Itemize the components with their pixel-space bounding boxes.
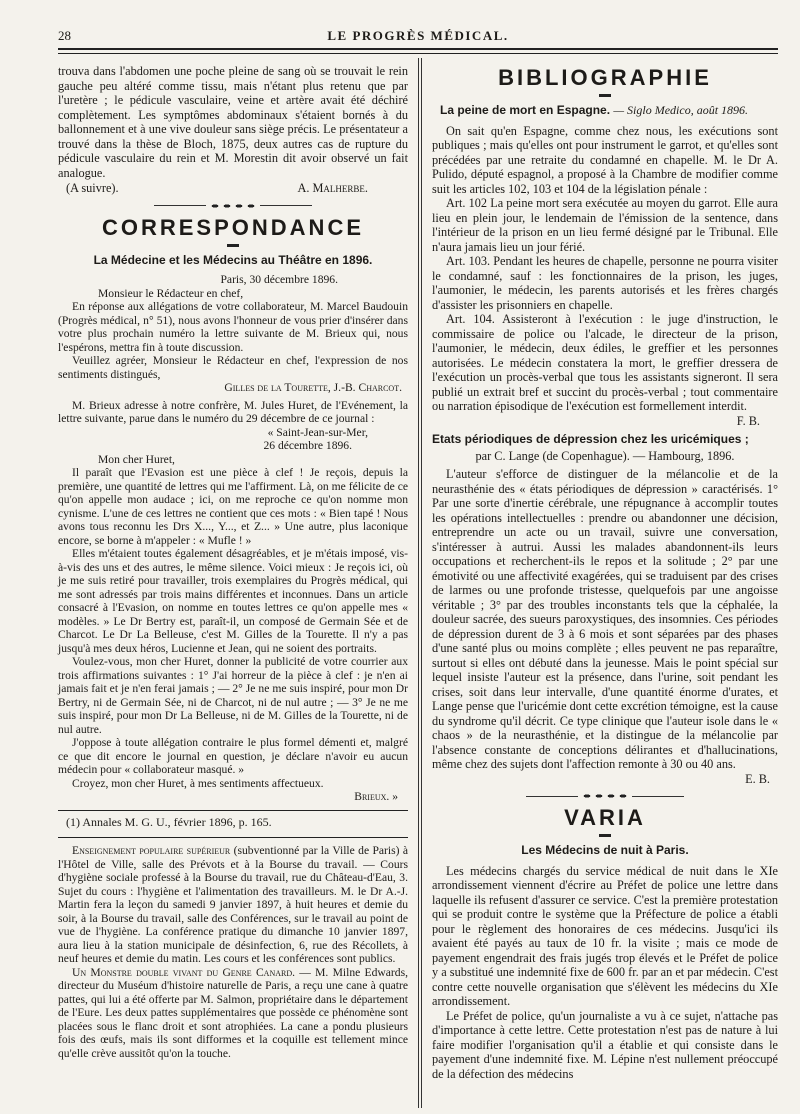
letter-block	[58, 273, 408, 804]
left-column	[58, 64, 408, 1060]
footnote-rule-bottom	[58, 837, 408, 838]
letter-dear: Mon cher Huret,	[98, 452, 175, 466]
column-divider-double	[421, 58, 422, 1108]
review-heading	[432, 103, 778, 118]
letter-paragraph: M. Brieux adresse à notre confrère, M. Jules Huret, de l'Evénement, la lettre suivante, parue dans le numéro du 29 décembre de ce journal :	[58, 398, 408, 425]
review-paragraph: Art. 104. Assisteront à l'exécution : le juge d'instruction, le commissaire de police ou l'alcade, le directeur de la prison, l'aumonier, le médecin, deux édiles, le greffier et les personnes autorisées. Le médecin constatera la mort, le greffier dressera de l'exécution un procès-verbal que tous les assistants signeront. Il sera publié un extrait bref et succint du procès-verbal ; tout commentaire ou narration épisodique de l'exécution est formellement interdit.	[432, 312, 778, 413]
varia-heading: Les Médecins de nuit à Paris.	[521, 843, 689, 857]
review-paragraph: On sait qu'en Espagne, comme chez nous, les exécutions sont publiques ; mais qu'elles ont pour instrument le garrot, et qu'elles sont précédées par une retraite du condamné en chapelle. M. le Dr A. Pulido, député espagnol, a proposé à la Chambre de modifier comme suit les articles 102, 103 et 104 de la législation pénale :	[432, 123, 778, 196]
letter-paragraph: Veuillez agréer, Monsieur le Rédacteur en chef, l'expression de nos sentiments distingués,	[58, 354, 408, 381]
letter-signature-brieux: Brieux. »	[354, 790, 398, 803]
varia-paragraph: Le Préfet de police, qu'un journaliste a vu à ce sujet, n'attache pas d'importance à cette lettre. Cette protestation n'est pas de nature à lui faire modifier l'organisation qu'il a établie et qui consiste dans le payement d'une indemnité fixe. M. Lépine n'est nullement préoccupé de la défection des médecins	[432, 1008, 778, 1081]
right-column	[432, 64, 778, 1081]
header-rule-thin	[58, 53, 778, 54]
news-item-text: (subventionné par la Ville de Paris) à l'Hôtel de Ville, salle des Prévots et à la Bourse du travail. — Cours d'hygiène sociale professé à la Bourse du travail, rue du Château-d'Eau, 3. Sujet du cours : l'hygiène et l'alimentation des travailleurs. M. le Dr A.-J. Martin fera la leçon du samedi 9 janvier 1897, à huit heures et demie du soir, à la Bourse du travail, salle des Conférences, sur le travail au point de vue de l'hygiène. La conférence pratique du dimanche 10 janvier 1897, aura lieu à la station municipale de désinfection, 6, rue des Récollets, à neuf heures et demie du matin. Les cours et les conférences sont publics.	[58, 844, 408, 965]
letter-paragraph: Voulez-vous, mon cher Huret, donner la publicité de votre courrier aux trois affirmations suivantes : 1° J'ai horreur de la pièce à clef : je n'en ai jamais fait et je n'en ferai jamais ; — 2° Je ne me suis inspiré, pour mon Dr Bertry, ni de Germain Sée, ni de Charcot, ni de nul autre ; — 3° Je ne me suis inspiré, pour mon Dr La Belleuse, ni de M. Gilles de la Tourette, ni de nul autre.	[58, 655, 408, 736]
varia-title: VARIA	[564, 805, 646, 830]
letter-place-date: 26 décembre 1896.	[263, 439, 352, 452]
to-be-continued: (A suivre).	[66, 181, 119, 195]
news-block	[58, 844, 408, 1060]
signature-line	[58, 181, 408, 196]
journal-title: LE PROGRÈS MÉDICAL.	[327, 28, 509, 43]
footnote: (1) Annales M. G. U., février 1896, p. 165.	[66, 814, 272, 829]
letter-paragraph: J'oppose à toute allégation contraire le plus formel démenti et, malgré ce que dit encore le journal en question, je déclare n'avoir eu aucun médecin pour « collaborateur masqué. »	[58, 736, 408, 776]
title-dash	[599, 94, 611, 97]
salutation: Monsieur le Rédacteur en chef,	[98, 286, 244, 300]
header-rule	[58, 48, 778, 50]
review-title: Etats périodiques de dépression chez les uricémiques ;	[432, 432, 749, 446]
letter-paragraph: Elles m'étaient toutes également désagréables, et je m'étais imposé, vis-à-vis des uns et des autres, le même silence. Voici mieux : Je reçois ici, où je me suis retiré pour travailler, trois exemplaires du Progrès médical, qui me sont adressés par trois mains différentes et inconnues. Dans un article consacré à l'Evasion, on nomme en toutes lettres ce qu'on appelle mes « modèles. » Le Dr Bertry est, paraît-il, un composé de Germain Sée et de Charcot. Le Dr La Belleuse, c'est M. Gilles de la Tourette. Il n'y a pas jusqu'à mes deux héros, Lucienne et Jean, qui ne soient des portraits.	[58, 547, 408, 655]
author-signature: A. Malherbe.	[297, 181, 368, 195]
correspondance-title: CORRESPONDANCE	[101, 214, 365, 240]
news-item-lead: Un Monstre double vivant du Genre Canard.	[72, 965, 296, 979]
letter-paragraph: En réponse aux allégations de votre collaborateur, M. Marcel Baudouin (Progrès médical, n° 51), nous avons l'honneur de vous prier d'insérer dans votre plus prochain numéro la lettre suivante de M. Brieux qui, nous l'espérons, mettra fin à toute discussion.	[58, 300, 408, 354]
letter-paragraph: Il paraît que l'Evasion est une pièce à clef ! Je reçois, depuis la première, une quantité de lettres qui me l'affirment. Là, on me félicite de ce qu'on appelle mon audace ; ici, on me reproche ce qu'on nomme mon cynisme. L'une de ces lettres ne contient que ces mots : « Bien tapé ! Nous avons tous reconnu les Drs X..., Y..., et Z... » Une autre, plus laconique encore, se borne à m'appeler : « Mufle ! »	[58, 466, 408, 547]
letter-signature: Gilles de la Tourette, J.-B. Charcot.	[224, 381, 402, 394]
letter-place: « Saint-Jean-sur-Mer,	[267, 425, 368, 439]
continued-paragraph: trouva dans l'abdomen une poche pleine de sang où se trouvait le rein gauche peu altéré comme tissu, mais n'étant plus retenu que par l'uretère ; le pédicule vasculaire, veine et artère avait été déchiré complètement. Les symptômes abdominaux s'étaient bornés à du ballonnement et à une vive douleur sans siège précis. Le présentateur a trouvé dans la thèse de Bloch, 1875, deux autres cas de rupture du pédicule vasculaire du rein et M. Morestin dit avoir observé un fait analogue.	[58, 64, 408, 180]
bibliographie-title: BIBLIOGRAPHIE	[498, 65, 712, 90]
title-dash	[599, 834, 611, 837]
news-item	[58, 966, 408, 1061]
letter-paragraph: Croyez, mon cher Huret, à mes sentiments affectueux.	[72, 776, 324, 790]
review-source: — Siglo Medico, août 1896.	[613, 103, 749, 117]
review-paragraph: L'auteur s'efforce de distinguer de la mélancolie et de la neurasthénie des « états périodiques de dépression » caractérisés. 1° Par une sorte d'inertie cérébrale, une répugnance à accomplir toutes les opérations intellectuelles : prendre ou abandonner une décision, entreprendre un acte ou un travail, suivre une conversation, s'intéresser à autrui. Aussi les malades abandonnent-ils leurs occupations et recherchent-ils le repos et la solitude ; 2° par une émotivité ou une affectivité exagérées, qui se traduisent par des crises de larmes ou une profonde tristesse, quelquefois par une angoisse véritable ; 3° par des troubles inconstants tels que la céphalée, la douleur sacrée, des sueurs paroxystiques, des insomnies. Ces périodes de dépression durent de 3 à 6 mois et sont séparées par des phases d'une santé plus ou moins complète ; elles peuvent ne pas reparaître, surtout si elles ont débuté dans la jeunesse. Mais le point spécial sur lequel insiste l'auteur est la présence, dans l'urine, soit pendant les crises, soit dans leur intervalle, d'une quantité énorme d'urates, et Lange pense que l'uricémie dont cette excrétion témoigne, est la cause du syndrome qu'il décrit. Ce type clinique que l'auteur isole dans le « chaos » de la neurasthénie, et la distingue de la mélancolie par l'absence constante de conceptions délirantes et d'hallucinations, même chez des sujets dont l'affection remonte à 30 ou 40 ans.	[432, 467, 778, 771]
letter-date: Paris, 30 décembre 1896.	[220, 273, 338, 286]
review-heading	[432, 432, 778, 447]
running-header	[58, 26, 778, 48]
page-number: 28	[58, 28, 71, 43]
news-item	[58, 844, 408, 966]
title-dash	[227, 244, 239, 247]
review-paragraph: Art. 103. Pendant les heures de chapelle, personne ne pourra visiter le condamné, sauf : les fonctionnaires de la prison, les juges, l'aumonier, le médecin, les parents autorisés et les frères chargés d'assister les prisonniers en chapelle.	[432, 254, 778, 312]
correspondance-heading: La Médecine et les Médecins au Théâtre en 1896.	[93, 252, 373, 267]
review-title: La peine de mort en Espagne.	[440, 103, 611, 117]
review-signature: F. B.	[736, 413, 760, 428]
section-ornament	[58, 202, 408, 210]
review-source: par C. Lange (de Copenhague). — Hambourg, 1896.	[475, 448, 735, 463]
section-ornament	[432, 792, 778, 800]
varia-paragraph: Les médecins chargés du service médical de nuit dans le XIe arrondissement viennent d'écrire au Préfet de police une lettre dans laquelle ils refusent d'assurer ce service. C'est la première protestation qui se produit contre le système que la Préfecture de police a établi pour le règlement des honoraires de ces médecins. Jusqu'ici ils avaient été payés au taux de 10 fr. la visite ; mais ce mode de payement engendrait des frais jugés trop élevés et le Préfet de police y a substitué une indemnité fixe de 600 fr. par an et par médecin. C'est contre cette nouvelle organisation que s'élèvent les médecins du XIe arrondissement.	[432, 863, 778, 1008]
news-item-lead: Enseignement populaire supérieur	[72, 844, 231, 857]
review-paragraph: Art. 102 La peine mort sera exécutée au moyen du garrot. Elle aura lieu en plein jour, le lendemain de l'émission de la sentence, dans l'intérieur de la prison en un lieu fermé désigné par le Tribunal. Elle n'aura jamais lieu un jour férié.	[432, 196, 778, 254]
review-signature: E. B.	[745, 771, 770, 786]
news-item-text: — M. Milne Edwards, directeur du Muséum d'histoire naturelle de Paris, a reçu une cane à quatre pattes, qui lui a été offerte par M. Salmon, propriétaire dans le département de l'Eure. Les deux pattes supplémentaires que possède ce phénomène sont placées sous le flanc droit et sont atrophiées. La cane a pondu plusieurs fois des œufs, mais ils sont difformes et la coquille est tellement mince qu'elle crève aussitôt qu'on la touche.	[58, 965, 408, 1060]
footnote-rule	[58, 810, 408, 811]
column-divider	[418, 58, 419, 1108]
